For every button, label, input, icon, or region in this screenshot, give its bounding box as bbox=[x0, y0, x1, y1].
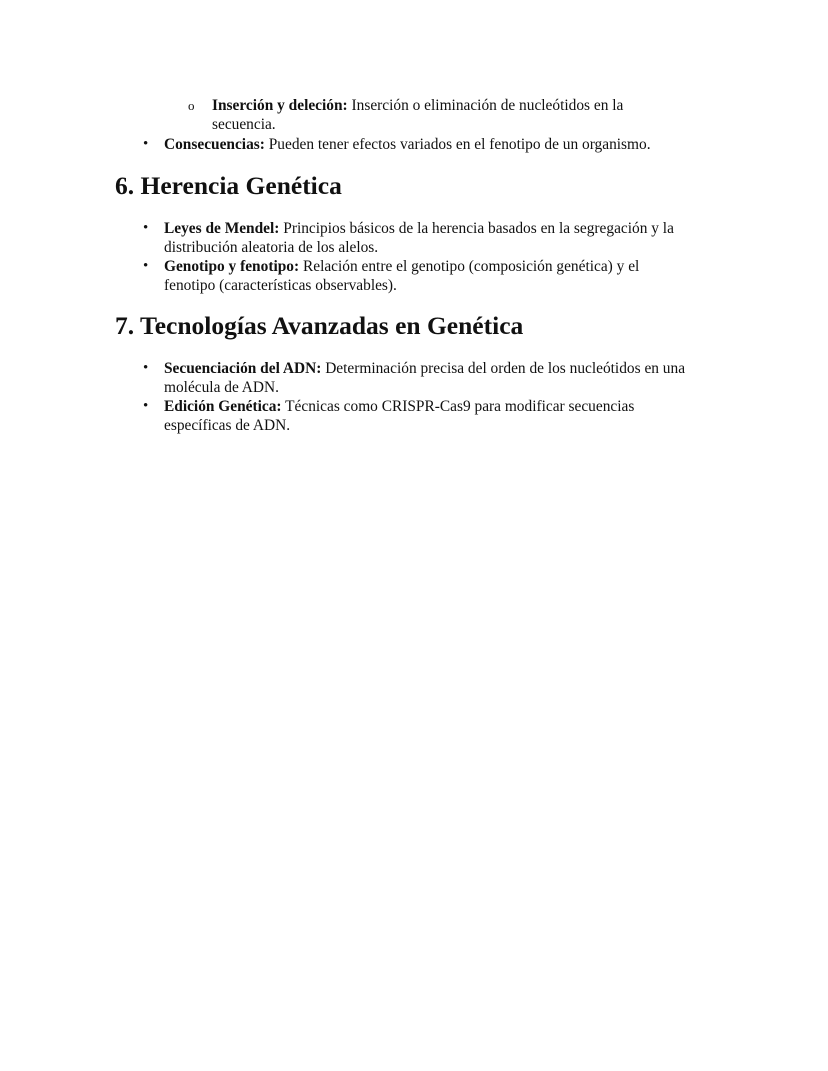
list-item-leyes-mendel bbox=[164, 219, 724, 257]
list-item-label: Edición Genética: bbox=[164, 398, 282, 415]
list-item-label: Genotipo y fenotipo: bbox=[164, 258, 300, 275]
list-item-edicion-genetica bbox=[164, 397, 674, 435]
list-item-label: Inserción y deleción: bbox=[212, 97, 348, 114]
list-item-genotipo-fenotipo bbox=[164, 257, 684, 295]
list-item-text: Técnicas como CRISPR-Cas9 para modificar secuencias específicas de ADN. bbox=[164, 398, 635, 434]
list-item-text: Determinación precisa del orden de los nucleótidos en una molécula de ADN. bbox=[164, 360, 686, 396]
list-item-label: Consecuencias: bbox=[164, 136, 265, 153]
list-item-text: Relación entre el genotipo (composición genética) y el fenotipo (características observables). bbox=[164, 258, 640, 294]
list-item-secuenciacion-adn bbox=[164, 359, 704, 397]
list-item-label: Secuenciación del ADN: bbox=[164, 360, 322, 377]
bullet-marker: • bbox=[143, 398, 149, 414]
list-item-insercion-delecion bbox=[212, 96, 662, 134]
bullet-marker: • bbox=[143, 220, 149, 236]
list-item-consecuencias bbox=[164, 135, 724, 154]
bullet-marker: • bbox=[143, 136, 149, 152]
bullet-marker: • bbox=[143, 258, 149, 274]
list-item-text: Principios básicos de la herencia basados en la segregación y la distribución aleatoria de los alelos. bbox=[164, 220, 674, 256]
section-heading-tecnologias-avanzadas: 7. Tecnologías Avanzadas en Genética bbox=[115, 311, 524, 340]
list-item-label: Leyes de Mendel: bbox=[164, 220, 280, 237]
list-item-text: Pueden tener efectos variados en el fenotipo de un organismo. bbox=[268, 136, 651, 153]
sub-bullet-marker: o bbox=[188, 98, 195, 113]
bullet-marker: • bbox=[143, 360, 149, 376]
section-heading-herencia-genetica: 6. Herencia Genética bbox=[115, 171, 342, 200]
list-item-text: Inserción o eliminación de nucleótidos en la secuencia. bbox=[212, 97, 624, 133]
